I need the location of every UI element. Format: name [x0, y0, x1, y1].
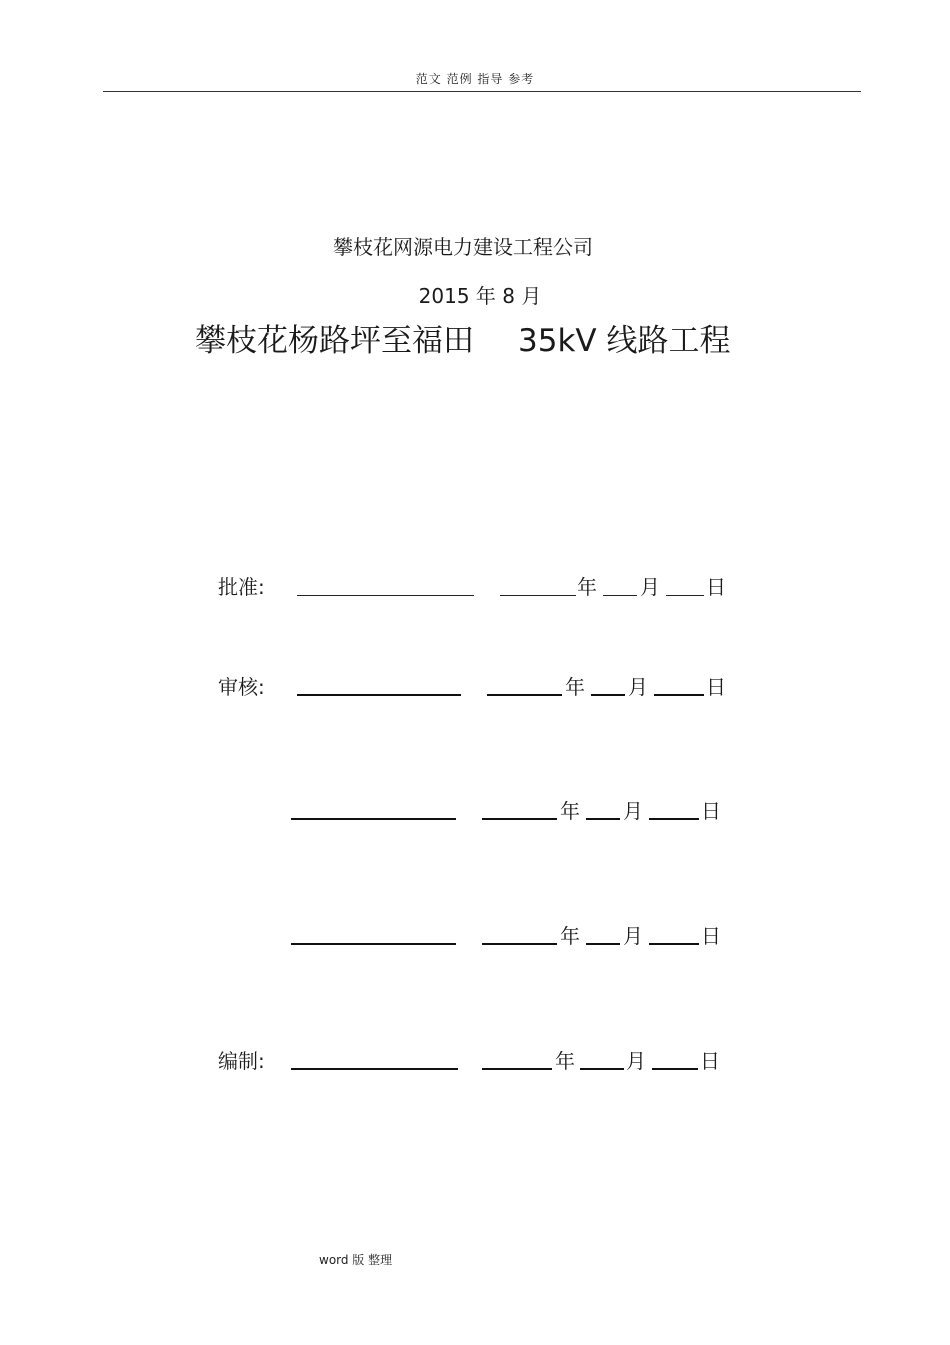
- row4-day-line: [649, 943, 699, 945]
- compile-month-line: [580, 1068, 624, 1070]
- project-title: [195, 315, 730, 360]
- compile-label: 编制:: [218, 1049, 265, 1073]
- compile-month-unit: 月: [626, 1049, 646, 1073]
- review-name-line: [297, 694, 461, 696]
- row4-year-unit: 年: [560, 924, 580, 948]
- row3-month-line: [586, 818, 620, 820]
- page-header-text: 范文 范例 指导 参考: [415, 72, 535, 86]
- compile-day-unit: 日: [700, 1049, 720, 1073]
- compile-name-line: [291, 1068, 458, 1070]
- review-month-unit: 月: [628, 675, 648, 699]
- company-name: 攀枝花网源电力建设工程公司: [333, 235, 593, 259]
- row3-year-line: [482, 818, 557, 820]
- approve-day-line: [666, 595, 704, 596]
- approve-name-line: [297, 595, 474, 596]
- project-title-part2: 35kV 线路工程: [518, 323, 731, 359]
- review-day-unit: 日: [706, 675, 726, 699]
- row4-month-unit: 月: [623, 924, 643, 948]
- row3-name-line: [291, 818, 456, 820]
- project-title-part1: 攀枝花杨路坪至福田: [195, 323, 474, 359]
- review-year-line: [487, 694, 562, 696]
- approve-month-line: [603, 595, 637, 596]
- row3-month-unit: 月: [623, 799, 643, 823]
- signature-row-review: [0, 671, 950, 703]
- row4-day-unit: 日: [701, 924, 721, 948]
- header-rule: [103, 91, 861, 92]
- signature-row-4: [0, 920, 950, 952]
- signature-row-3: [0, 795, 950, 827]
- compile-year-unit: 年: [555, 1049, 575, 1073]
- row3-year-unit: 年: [560, 799, 580, 823]
- approve-month-unit: 月: [640, 575, 660, 599]
- row3-day-unit: 日: [701, 799, 721, 823]
- row4-year-line: [482, 943, 557, 945]
- signature-row-approve: [0, 571, 950, 603]
- approve-year-unit: 年: [577, 575, 597, 599]
- approve-label: 批准:: [218, 575, 265, 599]
- review-month-line: [591, 694, 625, 696]
- row3-day-line: [649, 818, 699, 820]
- page-footer-text: word 版 整理: [319, 1253, 393, 1267]
- compile-year-line: [482, 1068, 552, 1070]
- approve-year-line: [500, 595, 576, 596]
- compile-day-line: [652, 1068, 698, 1070]
- review-day-line: [654, 694, 704, 696]
- review-label: 审核:: [218, 675, 265, 699]
- approve-day-unit: 日: [706, 575, 726, 599]
- row4-month-line: [586, 943, 620, 945]
- review-year-unit: 年: [565, 675, 585, 699]
- cover-date: 2015 年 8 月: [418, 284, 542, 308]
- signature-row-compile: [0, 1045, 950, 1077]
- row4-name-line: [291, 943, 456, 945]
